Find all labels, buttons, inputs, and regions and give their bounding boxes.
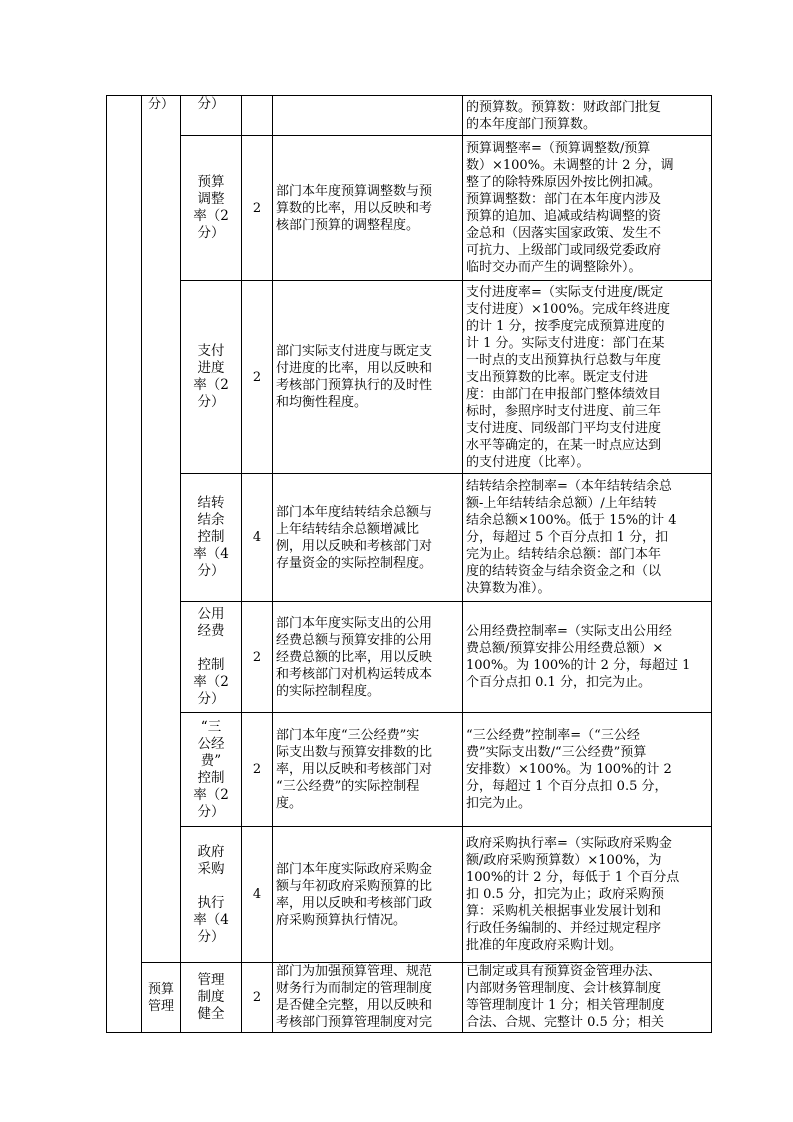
score-cell: 2	[242, 136, 273, 281]
description-cell: 部门本年度实际支出的公用 经费总额与预算安排的公用 经费总额的比率，用以反映 和考核部门对机构运转成本 的实际控制程度。	[273, 602, 463, 713]
score-cell: 4	[242, 474, 273, 602]
description-cell	[273, 96, 463, 136]
table-row	[107, 713, 712, 827]
description-cell: 部门本年度实际政府采购金 额与年初政府采购预算的比 率，用以反映和考核部门政 府采购预算执行情况。	[273, 827, 463, 963]
indicator-cell: 支付 进度 率（2 分）	[181, 281, 242, 474]
table-row	[107, 827, 712, 963]
indicator-cell: “三 公经 费” 控制 率（2 分）	[181, 713, 242, 827]
criteria-cell: 支付进度率=（实际支付进度/既定 支付进度）×100%。完成年终进度 的计 1 分，按季度完成预算进度的 计 1 分。实际支付进度：部门在某 一时点的支出预算执行总数与年度 支出预算数的比率。既定支付进 度：由部门在申报部门整体绩效目 标时，参照序时支付进度、前三年 支付进度、同级部门平均支付进度 水平等确定的，在某一时点应达到 的支付进度（比率）。	[463, 281, 712, 474]
evaluation-table	[106, 95, 712, 1033]
outer-column-cell	[107, 96, 142, 1033]
category-cell: 预算 管理	[142, 963, 181, 1033]
score-cell: 2	[242, 281, 273, 474]
description-cell: 部门本年度结转结余总额与 上年结转结余总额增减比 例，用以反映和考核部门对 存量资金的实际控制程度。	[273, 474, 463, 602]
table-row	[107, 474, 712, 602]
criteria-cell: 公用经费控制率=（实际支出公用经 费总额/预算安排公用经费总额）× 100%。为 100%的计 2 分，每超过 1 个百分点扣 0.1 分，扣完为止。	[463, 602, 712, 713]
criteria-cell: 结转结余控制率=（本年结转结余总 额-上年结转结余总额）/上年结转 结余总额×100%。低于 15%的计 4 分，每超过 5 个百分点扣 1 分，扣 完为止。结转结余总额：部门本年 度的结转资金与结余资金之和（以 决算数为准）。	[463, 474, 712, 602]
table-row	[107, 96, 712, 136]
criteria-cell: “三公经费”控制率=（“三公经 费”实际支出数/“三公经费”预算 安排数）×100%。为 100%的计 2 分，每超过 1 个百分点扣 0.5 分， 扣完为止。	[463, 713, 712, 827]
criteria-cell: 的预算数。预算数：财政部门批复 的本年度部门预算数。	[463, 96, 712, 136]
description-cell: 部门本年度“三公经费”实 际支出数与预算安排数的比 率，用以反映和考核部门对 “三公经费”的实际控制程 度。	[273, 713, 463, 827]
score-cell: 2	[242, 713, 273, 827]
category-cell: 分）	[142, 96, 181, 963]
table-row	[107, 602, 712, 713]
table-row	[107, 136, 712, 281]
description-cell: 部门为加强预算管理、规范 财务行为而制定的管理制度 是否健全完整，用以反映和 考核部门预算管理制度对完	[273, 963, 463, 1033]
score-cell	[242, 96, 273, 136]
indicator-cell: 公用 经费 控制 率（2 分）	[181, 602, 242, 713]
criteria-cell: 政府采购执行率=（实际政府采购金 额/政府采购预算数）×100%，为 100%的计 2 分，每低于 1 个百分点 扣 0.5 分，扣完为止；政府采购预 算：采购机关根据事业发展计划和 行政任务编制的、并经过规定程序 批准的年度政府采购计划。	[463, 827, 712, 963]
description-cell: 部门本年度预算调整数与预 算数的比率，用以反映和考 核部门预算的调整程度。	[273, 136, 463, 281]
score-cell: 2	[242, 963, 273, 1033]
table-row	[107, 281, 712, 474]
score-cell: 4	[242, 827, 273, 963]
score-cell: 2	[242, 602, 273, 713]
indicator-cell: 分）	[181, 96, 242, 136]
indicator-cell: 管理 制度 健全	[181, 963, 242, 1033]
description-cell: 部门实际支付进度与既定支 付进度的比率，用以反映和 考核部门预算执行的及时性 和均衡性程度。	[273, 281, 463, 474]
indicator-cell: 结转 结余 控制 率（4 分）	[181, 474, 242, 602]
indicator-cell: 预算 调整 率（2 分）	[181, 136, 242, 281]
indicator-cell: 政府 采购 执行 率（4 分）	[181, 827, 242, 963]
table-row	[107, 963, 712, 1033]
criteria-cell: 已制定或具有预算资金管理办法、 内部财务管理制度、会计核算制度 等管理制度计 1 分；相关管理制度 合法、合规、完整计 0.5 分；相关	[463, 963, 712, 1033]
criteria-cell: 预算调整率=（预算调整数/预算 数）×100%。未调整的计 2 分，调 整了的除特殊原因外按比例扣减。 预算调整数：部门在本年度内涉及 预算的追加、追减或结构调整的资 金总和（因落实国家政策、发生不 可抗力、上级部门或同级党委政府 临时交办而产生的调整除外）。	[463, 136, 712, 281]
